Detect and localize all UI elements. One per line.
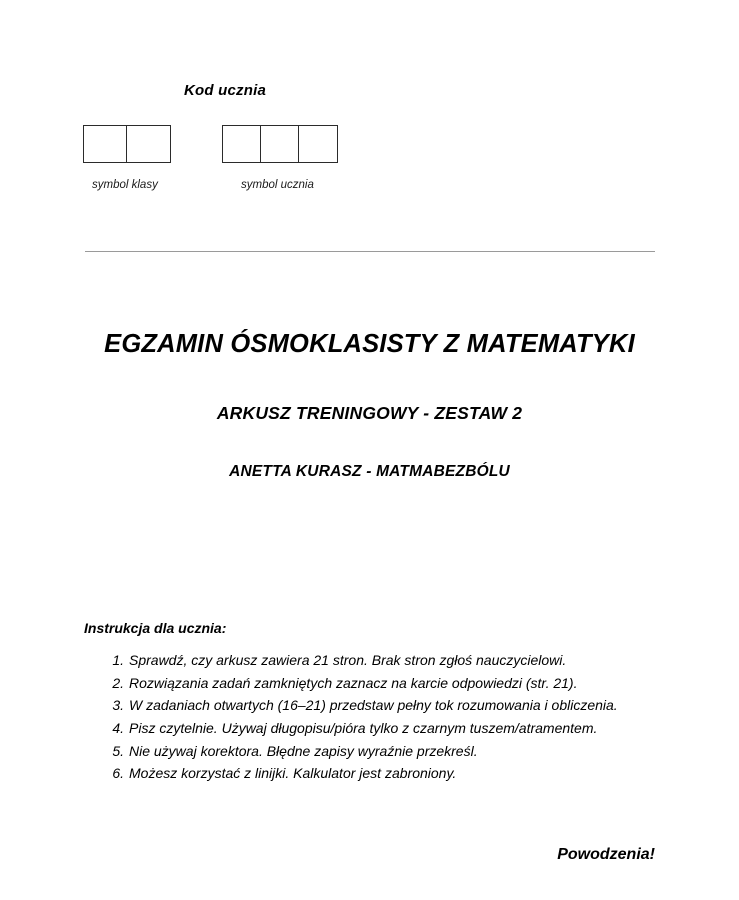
code-captions-row: [83, 179, 353, 197]
footer-block: [557, 846, 655, 864]
header-divider: [85, 251, 655, 252]
instruction-item: [84, 763, 654, 785]
instruction-number: 5.: [112, 742, 124, 759]
instruction-item: [84, 741, 654, 763]
class-symbol-cell[interactable]: [127, 126, 170, 162]
instruction-number: 1.: [112, 652, 124, 668]
instructions-heading: Instrukcja dla ucznia:: [84, 620, 227, 636]
instructions-section: [84, 620, 654, 786]
student-symbol-cell[interactable]: [261, 126, 299, 162]
instruction-number: 6.: [112, 765, 124, 782]
instruction-text: Sprawdź, czy arkusz zawiera 21 stron. Brak stron zgłoś nauczycielowi.: [129, 652, 567, 668]
student-code-section: [83, 82, 353, 197]
page-author: ANETTA KURASZ - MATMABEZBÓLU: [229, 463, 510, 481]
instruction-item: [84, 673, 654, 695]
instruction-item: [84, 650, 654, 672]
good-luck-message: Powodzenia!: [557, 846, 655, 863]
instruction-text: Możesz korzystać z linijki. Kalkulator jest zabroniony.: [129, 765, 457, 782]
instructions-list: [84, 650, 654, 785]
page-title: EGZAMIN ÓSMOKLASISTY Z MATEMATYKI: [104, 330, 635, 358]
instruction-number: 2.: [112, 674, 124, 691]
title-block: [0, 330, 739, 480]
instruction-item: [84, 718, 654, 740]
class-symbol-cell[interactable]: [84, 126, 127, 162]
student-symbol-grid[interactable]: [222, 125, 338, 163]
page-subtitle: ARKUSZ TRENINGOWY - ZESTAW 2: [216, 403, 523, 424]
instruction-item: [84, 695, 654, 717]
code-boxes-row: [83, 125, 353, 163]
instruction-number: 4.: [112, 720, 124, 737]
instruction-text: Nie używaj korektora. Błędne zapisy wyraźnie przekreśl.: [129, 742, 478, 759]
student-symbol-cell[interactable]: [223, 126, 261, 162]
student-code-heading: Kod ucznia: [183, 82, 266, 99]
instruction-text: Pisz czytelnie. Używaj długopisu/pióra tylko z czarnym tuszem/atramentem.: [129, 720, 598, 737]
instruction-text: W zadaniach otwartych (16–21) przedstaw pełny tok rozumowania i obliczenia.: [129, 697, 618, 714]
student-symbol-caption: symbol ucznia: [241, 179, 314, 191]
instruction-number: 3.: [112, 697, 124, 714]
class-symbol-grid[interactable]: [83, 125, 171, 163]
student-symbol-cell[interactable]: [299, 126, 337, 162]
class-symbol-caption: symbol klasy: [92, 179, 158, 191]
instruction-text: Rozwiązania zadań zamkniętych zaznacz na karcie odpowiedzi (str. 21).: [129, 674, 578, 691]
